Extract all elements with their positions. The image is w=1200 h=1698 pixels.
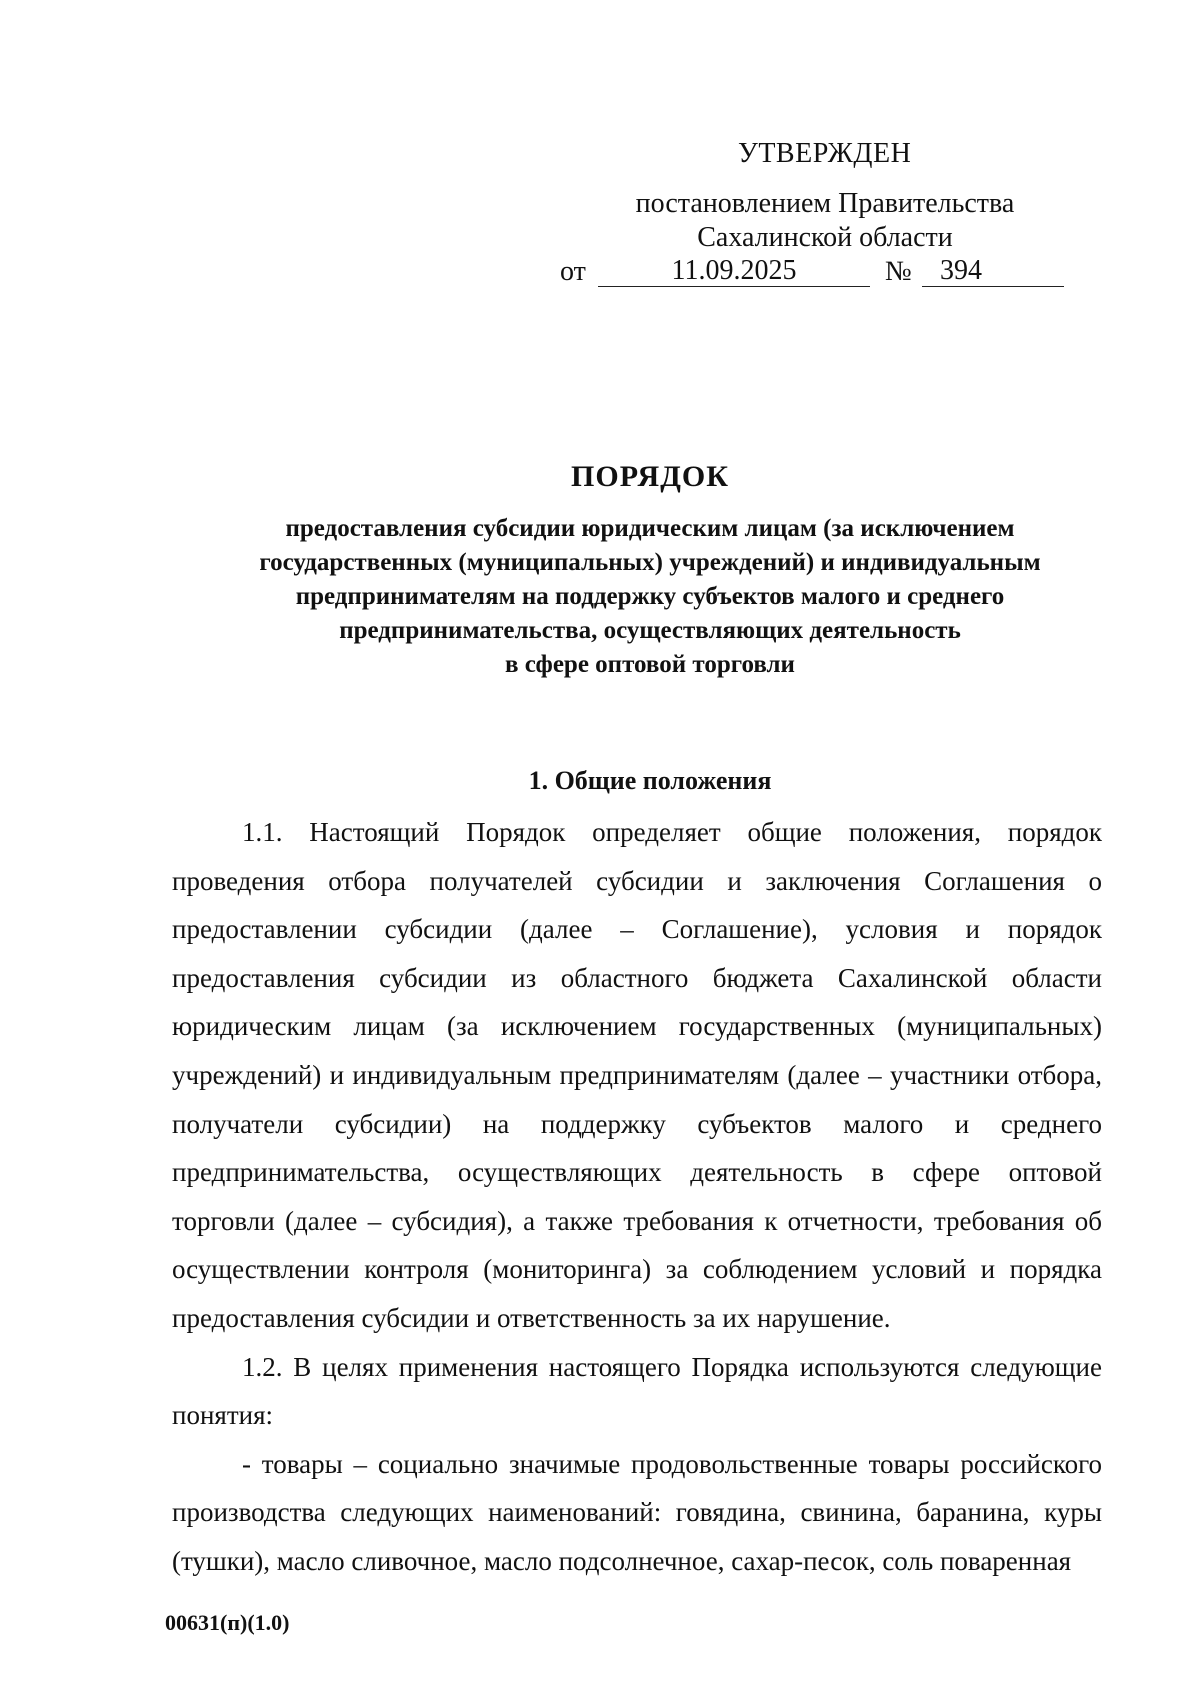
subtitle-line: государственных (муниципальных) учреждений) и индивидуальным (259, 549, 1041, 576)
footer-code: 00631(п)(1.0) (165, 1610, 290, 1635)
approval-number: 394 (922, 256, 1064, 287)
approval-line-region: Сахалинской области (697, 222, 953, 253)
approval-title: УТВЕРЖДЕН (738, 138, 912, 169)
paragraph: 1.2. В целях применения настоящего Порядка используются следующие понятия: (172, 1351, 1102, 1431)
approval-number-label: № (885, 256, 912, 287)
subtitle-line: предоставления субсидии юридическим лицам (за исключением (285, 515, 1015, 542)
subtitle-line: предпринимательства, осуществляющих деятельность (339, 617, 961, 644)
subtitle-line: в сфере оптовой торговли (505, 651, 795, 678)
document-subtitle (150, 512, 1150, 682)
section-body (172, 808, 1102, 1586)
approval-line-decree: постановлением Правительства (635, 188, 1015, 219)
paragraph: 1.1. Настоящий Порядок определяет общие положения, порядок проведения отбора получателей субсидии и заключения Соглашения о предоставлении субсидии (далее – Соглашение), условия и порядок предоставления субсидии из областного бюджета Сахалинской области юридическим лицам (за исключением государственных (муниципальных) учреждений) и индивидуальным предпринимателям (далее – участники отбора, получатели субсидии) на поддержку субъектов малого и среднего предпринимательства, осуществляющих деятельность в сфере оптовой торговли (далее – субсидия), а также требования к отчетности, требования об осуществлении контроля (мониторинга) за соблюдением условий и порядка предоставления субсидии и ответственность за их нарушение. (172, 817, 1102, 1333)
section-heading: 1. Общие положения (528, 766, 772, 795)
subtitle-line: предпринимателям на поддержку субъектов малого и среднего (295, 583, 1005, 610)
document-title: ПОРЯДОК (571, 460, 729, 493)
approval-from-label: от (560, 256, 586, 287)
paragraph: - товары – социально значимые продовольственные товары российского производства следующих наименований: говядина, свинина, баранина, куры (тушки), масло сливочное, масло подсолнечное, сахар-песок, соль поваренная (172, 1448, 1102, 1576)
approval-date-row (560, 252, 1110, 292)
approval-date: 11.09.2025 (598, 256, 870, 287)
